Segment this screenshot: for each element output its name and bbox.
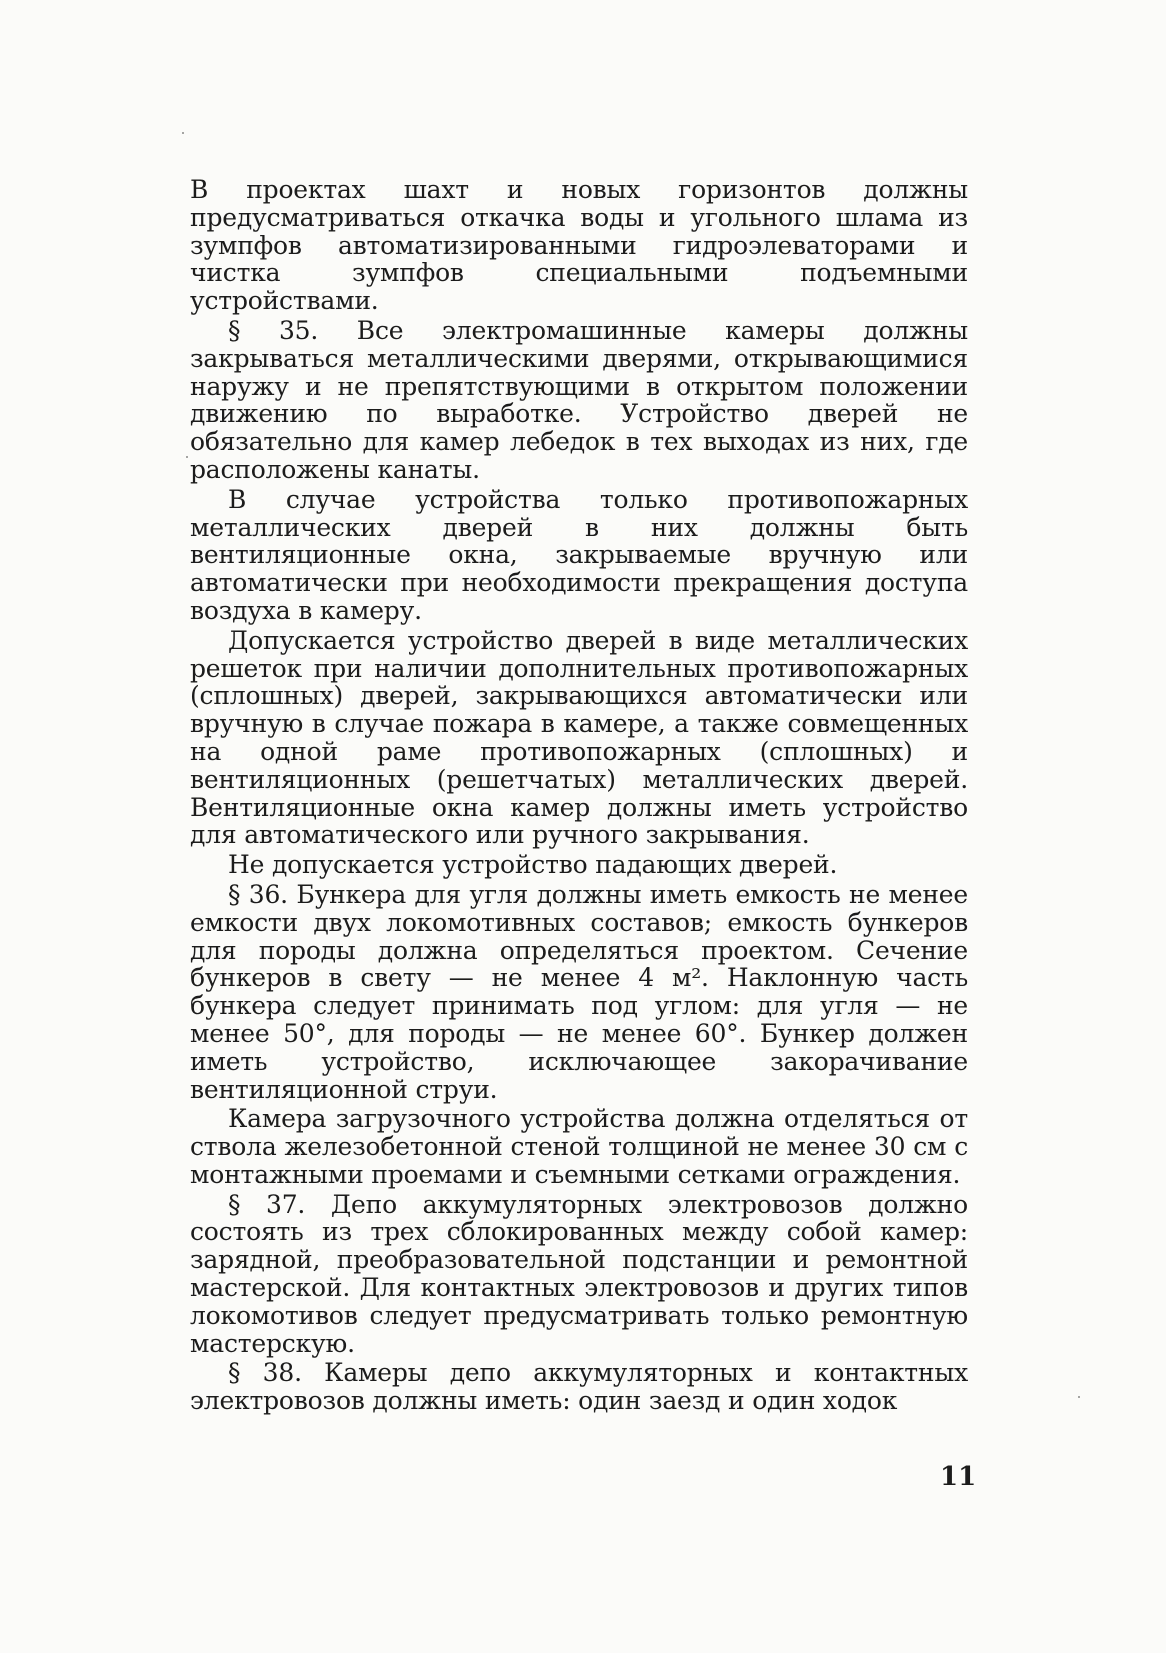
- paragraph: Допускается устройство дверей в виде металлических решеток при наличии дополнительных противопожарных (сплошных) дверей, закрывающихся автоматически или вручную в случае пожара в камере, а также совмещенных на одной раме противопожарных (сплошных) и вентиляционных (решетчатых) металлических дверей. Вентиляционные окна камер должны иметь устройство для автоматического или ручного закрывания.: [190, 625, 968, 850]
- paragraph-section-36: [190, 881, 968, 1103]
- paragraph-section-36-part2: ². Наклонную часть бункера следует принимать под углом: для угля — не менее 50°, для породы — не менее 60°. Бункер должен иметь устройство, исключающее закорачивание вентиляционной струи.: [190, 963, 968, 1104]
- scan-speck: [1078, 1396, 1080, 1398]
- paragraph: Не допускается устройство падающих дверей.: [228, 850, 838, 880]
- paragraph: В случае устройства только противопожарных металлических дверей в них должны быть вентиляционные окна, закрываемые вручную или автоматически при необходимости прекращения доступа воздуха в камеру.: [190, 484, 968, 625]
- paragraph-section-35: § 35. Все электромашинные камеры должны закрываться металлическими дверями, открывающимися наружу и не препятствующими в открытом положении движению по выработке. Устройство дверей не обязательно для камер лебедок в тех выходах из них, где расположены канаты.: [190, 315, 968, 484]
- paragraph: В проектах шахт и новых горизонтов должны предусматриваться откачка воды и угольного шлама из зумпфов автоматизированными гидроэлеваторами и чистка зумпфов специальными подъемными устройствами.: [190, 175, 968, 316]
- paragraph-section-38: § 38. Камеры депо аккумуляторных и контактных электровозов должны иметь: один заезд и один ходок: [190, 1358, 968, 1416]
- page-number: 11: [940, 1462, 977, 1492]
- scan-speck: [182, 132, 184, 134]
- paragraph-section-36-part1: § 36. Бункера для угля должны иметь емкость не менее емкости двух локомотивных составов; емкость бункеров для породы должна определяться проектом. Сечение бункеров в свету — не менее 4 м: [190, 879, 968, 993]
- paragraph: Камера загрузочного устройства должна отделяться от ствола железобетонной стеной толщиной не менее 30 см с монтажными проемами и съемными сетками ограждения.: [190, 1104, 968, 1189]
- body-text: [190, 176, 968, 1417]
- paragraph-section-37: § 37. Депо аккумуляторных электровозов должно состоять из трех сблокированных между собой камер: зарядной, преобразовательной подстанции и ремонтной мастерской. Для контактных электровозов и других типов локомотивов следует предусматривать только ремонтную мастерскую.: [190, 1189, 968, 1358]
- scan-speck: [186, 456, 188, 458]
